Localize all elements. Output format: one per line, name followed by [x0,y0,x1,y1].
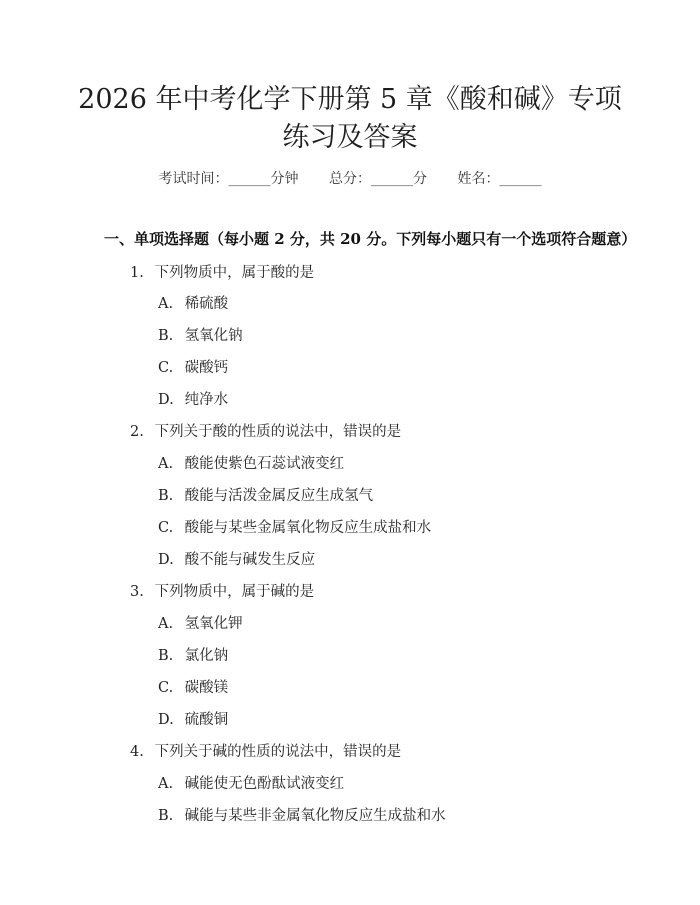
option-text: 酸不能与碱发生反应 [184,552,316,568]
question-text: 下列物质中，属于酸的是 [154,265,315,281]
option-letter: D. [158,712,174,728]
option-letter: B. [158,648,174,664]
option-text: 氢氧化钾 [184,616,243,632]
option-letter: B. [158,328,174,344]
page-title-line-2: 练习及答案 [282,122,418,153]
option-text: 硫酸铜 [184,712,229,728]
question-text: 下列物质中，属于碱的是 [154,584,315,600]
option-letter: A. [158,776,174,792]
section-heading: 一、单项选择题（每小题 2 分，共 20 分。下列每小题只有一个选项符合题意） [104,230,637,248]
question-4 [130,740,401,761]
question-number: 1. [130,265,144,281]
option-text: 稀硫酸 [184,296,229,312]
question-1-option-b [158,324,243,345]
page-title-line-1: 2026 年中考化学下册第 5 章《酸和碱》专项 [78,84,622,115]
option-letter: D. [158,392,174,408]
exam-time-label: 考试时间：______分钟 [158,171,299,187]
option-letter: A. [158,456,174,472]
option-text: 碱能使无色酚酞试液变红 [184,776,345,792]
option-letter: A. [158,616,174,632]
question-number: 3. [130,584,144,600]
option-letter: C. [158,520,174,536]
option-text: 碱能与某些非金属氧化物反应生成盐和水 [184,808,446,824]
question-number: 2. [130,424,144,440]
question-2-option-b [158,484,373,505]
option-text: 碳酸钙 [184,360,229,376]
option-letter: B. [158,808,174,824]
question-3-option-a [158,612,243,633]
question-number: 4. [130,744,144,760]
question-2-option-d [158,548,315,569]
student-name-label: 姓名：______ [457,171,542,187]
question-1 [130,261,314,282]
question-2 [130,420,401,441]
question-text: 下列关于碱的性质的说法中，错误的是 [154,744,402,760]
option-text: 氯化钠 [184,648,229,664]
question-4-option-a [158,772,344,793]
option-text: 酸能使紫色石蕊试液变红 [184,456,345,472]
question-1-option-a [158,292,228,313]
option-letter: D. [158,552,174,568]
question-1-option-c [158,356,228,377]
question-3-option-c [158,676,228,697]
total-score-label: 总分：______分 [329,171,427,187]
option-text: 碳酸镁 [184,680,229,696]
option-letter: C. [158,360,174,376]
option-letter: C. [158,680,174,696]
question-2-option-c [158,516,431,537]
question-3-option-d [158,708,228,729]
question-3-option-b [158,644,228,665]
question-text: 下列关于酸的性质的说法中，错误的是 [154,424,402,440]
option-letter: A. [158,296,174,312]
question-3 [130,580,314,601]
option-text: 氢氧化钠 [184,328,243,344]
option-text: 酸能与活泼金属反应生成氢气 [184,488,374,504]
question-4-option-b [158,804,446,825]
question-2-option-a [158,452,344,473]
option-text: 纯净水 [184,392,229,408]
question-1-option-d [158,388,228,409]
option-letter: B. [158,488,174,504]
exam-meta [0,168,700,188]
option-text: 酸能与某些金属氧化物反应生成盐和水 [184,520,432,536]
